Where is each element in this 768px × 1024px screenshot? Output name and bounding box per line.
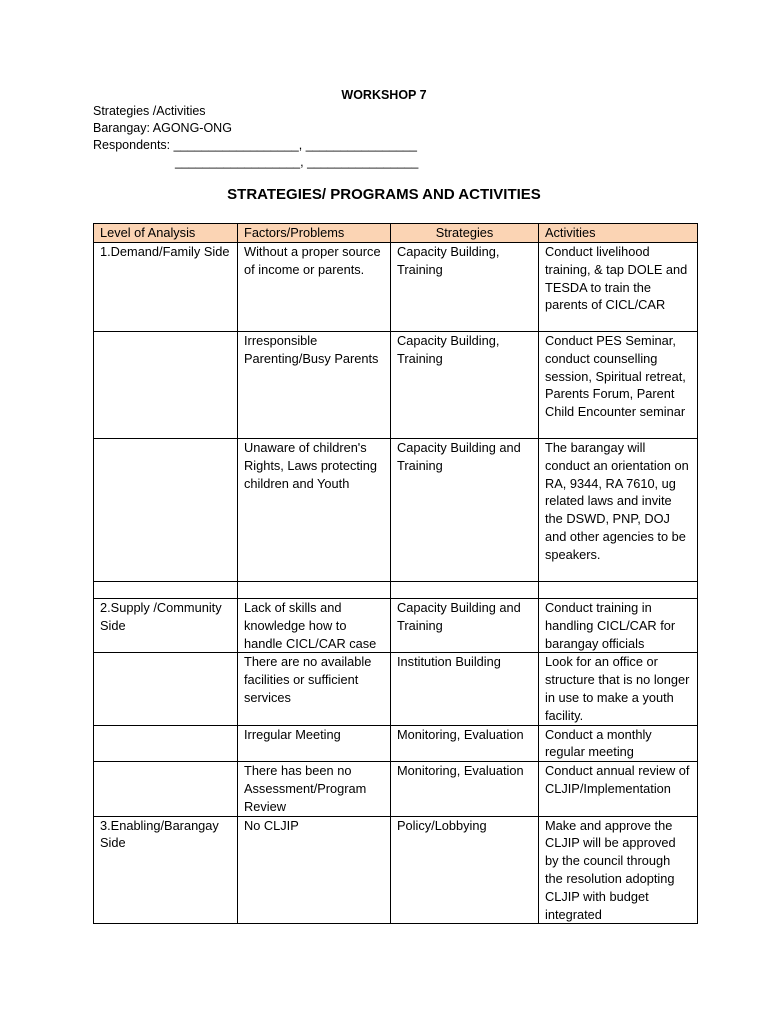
factor-cell: Irresponsible Parenting/Busy Parents (238, 332, 391, 439)
header-level-of-analysis: Level of Analysis (94, 224, 238, 243)
table-row (94, 762, 698, 816)
level-cell (94, 725, 238, 762)
table-row (94, 599, 698, 653)
level-cell: 3.Enabling/Barangay Side (94, 816, 238, 924)
respondents-line-continued: __________________, ________________ (175, 155, 419, 169)
factor-cell: No CLJIP (238, 816, 391, 924)
level-cell (94, 439, 238, 582)
level-cell (94, 332, 238, 439)
level-cell: 2.Supply /Community Side (94, 599, 238, 653)
workshop-title: WORKSHOP 7 (341, 88, 427, 102)
strategy-cell: Institution Building (391, 653, 539, 725)
strategy-cell: Capacity Building, Training (391, 243, 539, 332)
activity-cell: Conduct training in handling CICL/CAR for barangay officials (539, 599, 698, 653)
table-row (94, 582, 698, 599)
level-cell (94, 762, 238, 816)
factor-cell (238, 582, 391, 599)
factor-cell: There are no available facilities or sufficient services (238, 653, 391, 725)
table-row (94, 725, 698, 762)
table-row (94, 653, 698, 725)
activity-cell: Make and approve the CLJIP will be approved by the council through the resolution adopting CLJIP with budget integrated (539, 816, 698, 924)
activity-cell: Look for an office or structure that is no longer in use to make a youth facility. (539, 653, 698, 725)
strategies-activities-line: Strategies /Activities (93, 104, 206, 118)
strategies-table (93, 223, 698, 924)
factor-cell: Irregular Meeting (238, 725, 391, 762)
barangay-line: Barangay: AGONG-ONG (93, 121, 232, 135)
main-heading: STRATEGIES/ PROGRAMS AND ACTIVITIES (227, 186, 541, 203)
activity-cell: Conduct annual review of CLJIP/Implementation (539, 762, 698, 816)
header-factors-problems: Factors/Problems (238, 224, 391, 243)
activity-cell (539, 582, 698, 599)
level-cell (94, 653, 238, 725)
table-row (94, 243, 698, 332)
activity-cell: The barangay will conduct an orientation on RA, 9344, RA 7610, ug related laws and invite the DSWD, PNP, DOJ and other agencies to be speakers. (539, 439, 698, 582)
strategy-cell: Monitoring, Evaluation (391, 762, 539, 816)
header-activities: Activities (539, 224, 698, 243)
level-cell (94, 582, 238, 599)
strategy-cell: Capacity Building and Training (391, 439, 539, 582)
strategy-cell: Policy/Lobbying (391, 816, 539, 924)
level-cell: 1.Demand/Family Side (94, 243, 238, 332)
respondents-line: Respondents: __________________, ________________ (93, 138, 417, 152)
header-strategies: Strategies (391, 224, 539, 243)
strategy-cell: Capacity Building, Training (391, 332, 539, 439)
table-row (94, 332, 698, 439)
factor-cell: Unaware of children's Rights, Laws protecting children and Youth (238, 439, 391, 582)
activity-cell: Conduct PES Seminar, conduct counselling session, Spiritual retreat, Parents Forum, Parent Child Encounter seminar (539, 332, 698, 439)
table-row (94, 816, 698, 924)
factor-cell: Without a proper source of income or parents. (238, 243, 391, 332)
table-header-row (94, 224, 698, 243)
strategy-cell: Monitoring, Evaluation (391, 725, 539, 762)
factor-cell: There has been no Assessment/Program Review (238, 762, 391, 816)
table-row (94, 439, 698, 582)
activity-cell: Conduct livelihood training, & tap DOLE and TESDA to train the parents of CICL/CAR (539, 243, 698, 332)
activity-cell: Conduct a monthly regular meeting (539, 725, 698, 762)
strategy-cell: Capacity Building and Training (391, 599, 539, 653)
factor-cell: Lack of skills and knowledge how to handle CICL/CAR case (238, 599, 391, 653)
strategy-cell (391, 582, 539, 599)
